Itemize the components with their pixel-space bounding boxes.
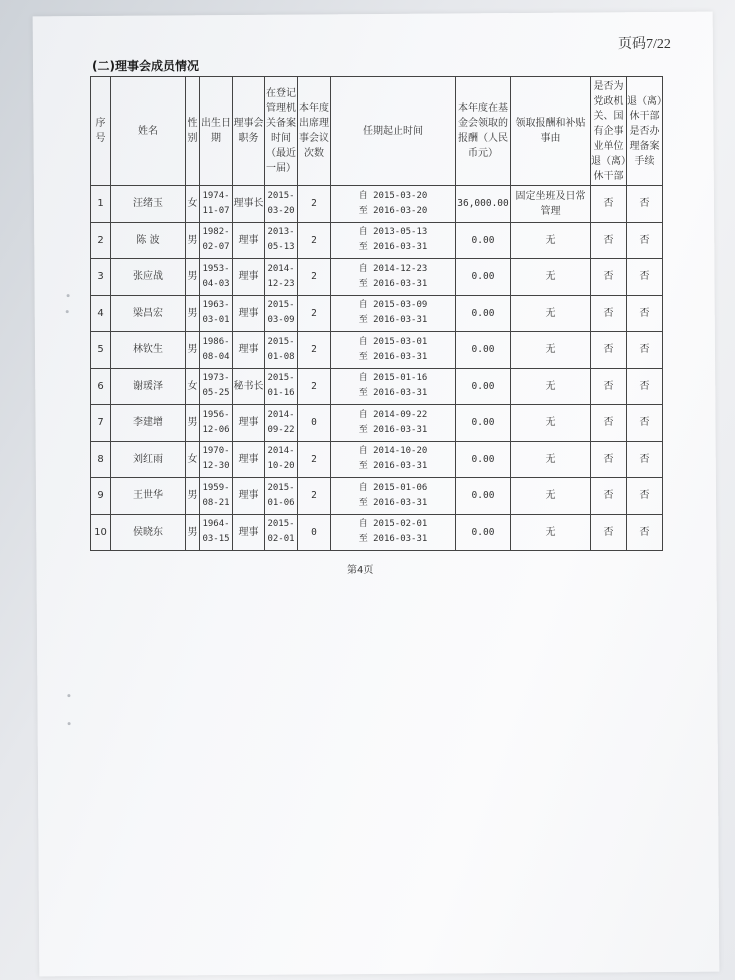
cell-attend: 2 xyxy=(298,332,331,369)
cell-attend: 0 xyxy=(298,514,331,551)
cell-term xyxy=(331,222,456,259)
cell-term xyxy=(331,478,456,515)
cell-birth: 1963-03-01 xyxy=(200,295,233,332)
table-body xyxy=(91,186,663,551)
cell-seq: 3 xyxy=(91,259,111,296)
cell-gender: 女 xyxy=(186,441,200,478)
table-row xyxy=(91,186,663,223)
cell-role: 理事 xyxy=(233,222,265,259)
cell-role: 理事 xyxy=(233,514,265,551)
cell-name: 刘红雨 xyxy=(111,441,186,478)
cell-reason: 无 xyxy=(511,441,591,478)
cell-attend: 2 xyxy=(298,186,331,223)
cell-birth: 1959-08-21 xyxy=(200,478,233,515)
cell-attend: 2 xyxy=(298,478,331,515)
term-end: 至 2016-03-31 xyxy=(358,534,428,545)
term-end: 至 2016-03-31 xyxy=(358,388,428,399)
term-start: 自 2015-03-20 xyxy=(358,190,428,201)
section-title: (二)理事会成员情况 xyxy=(92,59,199,73)
page-code: 页码7/22 xyxy=(618,37,671,52)
cell-birth: 1986-08-04 xyxy=(200,332,233,369)
term-end: 至 2016-03-31 xyxy=(358,278,428,289)
term-end: 至 2016-03-31 xyxy=(358,424,428,435)
cell-name: 张应战 xyxy=(111,259,186,296)
cell-filed: 否 xyxy=(627,186,663,223)
cell-role: 理事 xyxy=(233,332,265,369)
cell-reason: 无 xyxy=(511,368,591,405)
cell-term xyxy=(331,368,456,405)
cell-term xyxy=(331,295,456,332)
cell-birth: 1964-03-15 xyxy=(200,514,233,551)
cell-role: 理事 xyxy=(233,405,265,442)
cell-reg-time: 2015-03-20 xyxy=(265,186,298,223)
cell-pay: 0.00 xyxy=(456,259,511,296)
term-start: 自 2013-05-13 xyxy=(358,227,428,238)
cell-pay: 0.00 xyxy=(456,514,511,551)
cell-retired: 否 xyxy=(591,478,627,515)
cell-pay: 0.00 xyxy=(456,368,511,405)
cell-retired: 否 xyxy=(591,441,627,478)
cell-term xyxy=(331,405,456,442)
cell-name: 王世华 xyxy=(111,478,186,515)
cell-attend: 2 xyxy=(298,368,331,405)
cell-filed: 否 xyxy=(627,332,663,369)
term-start: 自 2015-03-01 xyxy=(358,336,428,347)
cell-attend: 2 xyxy=(298,295,331,332)
cell-seq: 2 xyxy=(91,222,111,259)
cell-name: 侯晓东 xyxy=(111,514,186,551)
cell-seq: 9 xyxy=(91,478,111,515)
cell-gender: 男 xyxy=(186,405,200,442)
cell-name: 谢瑗泽 xyxy=(111,368,186,405)
table-header-row xyxy=(91,77,663,186)
cell-retired: 否 xyxy=(591,186,627,223)
term-end: 至 2016-03-31 xyxy=(358,242,428,253)
cell-reason: 无 xyxy=(511,514,591,551)
cell-reg-time: 2015-02-01 xyxy=(265,514,298,551)
cell-name: 林钦生 xyxy=(111,332,186,369)
cell-term xyxy=(331,332,456,369)
term-end: 至 2016-03-31 xyxy=(358,315,428,326)
header-role: 理事会职务 xyxy=(233,77,265,186)
cell-seq: 10 xyxy=(91,514,111,551)
cell-birth: 1973-05-25 xyxy=(200,368,233,405)
table-row xyxy=(91,368,663,405)
header-name: 姓名 xyxy=(111,77,186,186)
cell-retired: 否 xyxy=(591,514,627,551)
cell-reason: 无 xyxy=(511,222,591,259)
header-reason: 领取报酬和补贴事由 xyxy=(511,77,591,186)
cell-role: 理事 xyxy=(233,478,265,515)
cell-role: 理事 xyxy=(233,441,265,478)
cell-attend: 2 xyxy=(298,259,331,296)
header-birth: 出生日期 xyxy=(200,77,233,186)
cell-gender: 男 xyxy=(186,222,200,259)
header-retired: 是否为党政机关、国有企事业单位退（离）休干部 xyxy=(591,77,627,186)
cell-attend: 0 xyxy=(298,405,331,442)
cell-seq: 6 xyxy=(91,368,111,405)
cell-name: 梁昌宏 xyxy=(111,295,186,332)
cell-reason: 无 xyxy=(511,295,591,332)
cell-retired: 否 xyxy=(591,259,627,296)
table-row xyxy=(91,295,663,332)
term-start: 自 2014-12-23 xyxy=(358,263,428,274)
cell-pay: 0.00 xyxy=(456,405,511,442)
cell-term xyxy=(331,441,456,478)
cell-retired: 否 xyxy=(591,222,627,259)
cell-name: 陈 波 xyxy=(111,222,186,259)
cell-filed: 否 xyxy=(627,368,663,405)
cell-filed: 否 xyxy=(627,222,663,259)
header-seq: 序号 xyxy=(91,77,111,186)
term-end: 至 2016-03-31 xyxy=(358,351,428,362)
board-members-table xyxy=(90,76,663,551)
cell-reg-time: 2015-01-08 xyxy=(265,332,298,369)
term-start: 自 2015-02-01 xyxy=(358,519,428,530)
cell-pay: 0.00 xyxy=(456,222,511,259)
table-row xyxy=(91,405,663,442)
cell-role: 理事 xyxy=(233,259,265,296)
cell-pay: 0.00 xyxy=(456,441,511,478)
cell-retired: 否 xyxy=(591,295,627,332)
term-start: 自 2015-03-09 xyxy=(358,300,428,311)
cell-seq: 4 xyxy=(91,295,111,332)
cell-filed: 否 xyxy=(627,441,663,478)
cell-gender: 男 xyxy=(186,259,200,296)
cell-seq: 7 xyxy=(91,405,111,442)
cell-reason: 无 xyxy=(511,332,591,369)
cell-role: 秘书长 xyxy=(233,368,265,405)
cell-filed: 否 xyxy=(627,514,663,551)
cell-name: 汪绪玉 xyxy=(111,186,186,223)
cell-pay: 0.00 xyxy=(456,478,511,515)
table-row xyxy=(91,332,663,369)
cell-retired: 否 xyxy=(591,332,627,369)
cell-term xyxy=(331,259,456,296)
cell-gender: 女 xyxy=(186,368,200,405)
table-row xyxy=(91,441,663,478)
term-start: 自 2014-10-20 xyxy=(358,446,428,457)
cell-reg-time: 2014-12-23 xyxy=(265,259,298,296)
cell-pay: 0.00 xyxy=(456,332,511,369)
cell-reason: 固定坐班及日常管理 xyxy=(511,186,591,223)
punch-mark xyxy=(68,722,71,725)
page-footer: 第4页 xyxy=(347,565,374,576)
cell-name: 李建增 xyxy=(111,405,186,442)
cell-role: 理事 xyxy=(233,295,265,332)
cell-attend: 2 xyxy=(298,441,331,478)
header-attend: 本年度出席理事会议次数 xyxy=(298,77,331,186)
table-row xyxy=(91,478,663,515)
cell-filed: 否 xyxy=(627,259,663,296)
cell-reason: 无 xyxy=(511,478,591,515)
cell-reg-time: 2015-03-09 xyxy=(265,295,298,332)
cell-pay: 0.00 xyxy=(456,295,511,332)
cell-seq: 8 xyxy=(91,441,111,478)
cell-gender: 男 xyxy=(186,478,200,515)
cell-reg-time: 2014-10-20 xyxy=(265,441,298,478)
cell-reason: 无 xyxy=(511,259,591,296)
punch-mark xyxy=(67,694,70,697)
punch-mark xyxy=(66,310,69,313)
term-end: 至 2016-03-31 xyxy=(358,461,428,472)
cell-reason: 无 xyxy=(511,405,591,442)
cell-birth: 1982-02-07 xyxy=(200,222,233,259)
cell-retired: 否 xyxy=(591,405,627,442)
cell-retired: 否 xyxy=(591,368,627,405)
cell-reg-time: 2013-05-13 xyxy=(265,222,298,259)
term-start: 自 2015-01-16 xyxy=(358,373,428,384)
cell-gender: 男 xyxy=(186,332,200,369)
cell-gender: 男 xyxy=(186,514,200,551)
cell-role: 理事长 xyxy=(233,186,265,223)
header-filed: 退（离）休干部是否办理备案手续 xyxy=(627,77,663,186)
cell-filed: 否 xyxy=(627,478,663,515)
cell-seq: 1 xyxy=(91,186,111,223)
header-term: 任期起止时间 xyxy=(331,77,456,186)
cell-birth: 1956-12-06 xyxy=(200,405,233,442)
term-end: 至 2016-03-20 xyxy=(358,205,428,216)
cell-attend: 2 xyxy=(298,222,331,259)
cell-birth: 1970-12-30 xyxy=(200,441,233,478)
header-reg-time: 在登记管理机关备案时间（最近一届） xyxy=(265,77,298,186)
header-pay: 本年度在基金会领取的报酬（人民币元） xyxy=(456,77,511,186)
cell-reg-time: 2015-01-16 xyxy=(265,368,298,405)
term-start: 自 2014-09-22 xyxy=(358,409,428,420)
punch-mark xyxy=(67,294,70,297)
cell-filed: 否 xyxy=(627,405,663,442)
header-gender: 性别 xyxy=(186,77,200,186)
cell-filed: 否 xyxy=(627,295,663,332)
term-end: 至 2016-03-31 xyxy=(358,497,428,508)
cell-birth: 1974-11-07 xyxy=(200,186,233,223)
table-row xyxy=(91,259,663,296)
cell-gender: 男 xyxy=(186,295,200,332)
cell-term xyxy=(331,514,456,551)
cell-term xyxy=(331,186,456,223)
cell-gender: 女 xyxy=(186,186,200,223)
cell-reg-time: 2015-01-06 xyxy=(265,478,298,515)
cell-seq: 5 xyxy=(91,332,111,369)
cell-pay: 36,000.00 xyxy=(456,186,511,223)
table-row xyxy=(91,514,663,551)
cell-birth: 1953-04-03 xyxy=(200,259,233,296)
table-row xyxy=(91,222,663,259)
term-start: 自 2015-01-06 xyxy=(358,482,428,493)
cell-reg-time: 2014-09-22 xyxy=(265,405,298,442)
